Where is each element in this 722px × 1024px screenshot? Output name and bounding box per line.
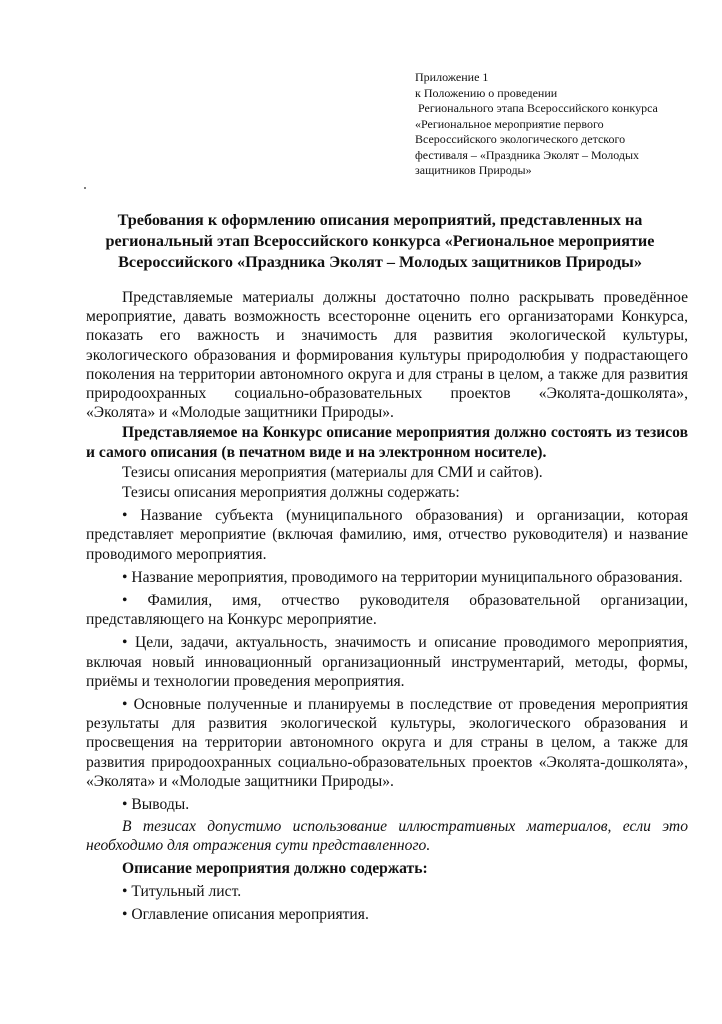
theses-item: • Название мероприятия, проводимого на территории муниципального образования. [122, 568, 683, 586]
illustration-note: В тезисах допустимо использование иллюстративных материалов, если это необходимо для отражения сути представленного. [86, 818, 688, 855]
annex-line: Всероссийского экологического детского [415, 132, 626, 146]
theses-item: • Название субъекта (муниципального образования) и организации, которая представляет мероприятие (включая фамилию, имя, отчество руководителя) и название проводимого мероприятия. [86, 507, 688, 563]
annex-line: «Региональное мероприятие первого [415, 116, 604, 131]
annex-line: защитников Природы» [415, 163, 532, 177]
theses-requirements-heading: Тезисы описания мероприятия должны содержать: [122, 484, 460, 502]
theses-item: • Фамилия, имя, отчество руководителя образовательной организации, представляющего на Конкурс мероприятие. [86, 592, 688, 629]
annex-line: Приложение 1 [415, 70, 489, 84]
composition-paragraph: Представляемое на Конкурс описание мероприятия должно состоять из тезисов и самого описания (в печатном виде и на электронном носителе). [86, 424, 688, 461]
scan-speck [84, 187, 86, 189]
description-item: • Оглавление описания мероприятия. [122, 906, 369, 924]
description-item: • Титульный лист. [122, 882, 242, 900]
document-title [60, 210, 700, 273]
document-body [86, 288, 688, 924]
theses-item: • Основные полученные и планируемы в последствие от проведения мероприятия результаты для развития экологической культуры, экологического образования и просвещения на территории автономного округа и для страны в целом, а также для развития природоохранных социально-образовательных проектов «Эколята-дошколята», «Эколята» и «Молодые защитники Природы». [86, 696, 688, 790]
theses-item: • Выводы. [122, 796, 190, 814]
theses-title: Тезисы описания мероприятия (материалы для СМИ и сайтов). [122, 463, 543, 481]
title-line: региональный этап Всероссийского конкурса «Региональное мероприятие [105, 232, 655, 250]
theses-item: • Цели, задачи, актуальность, значимость и описание проводимого мероприятия, включая новый инновационный организационный инструментарий, методы, формы, приёмы и технологии проведения мероприятия. [86, 634, 688, 690]
annex-line: Регионального этапа Всероссийского конкурса [415, 101, 658, 115]
annex-line: к Положению о проведении [415, 85, 558, 100]
annex-header [415, 70, 705, 179]
title-line: Всероссийского «Праздника Эколят – Молодых защитников Природы» [118, 253, 642, 271]
title-line: Требования к оформлению описания мероприятий, представленных на [117, 211, 643, 229]
description-requirements-heading: Описание мероприятия должно содержать: [122, 859, 428, 877]
intro-paragraph: Представляемые материалы должны достаточно полно раскрывать проведённое мероприятие, давать возможность всесторонне оценить его организаторами Конкурса, показать его важность и значимость для развития экологической культуры, экологического образования и формирования культуры природолюбия у подрастающего поколения на территории автономного округа и для страны в целом, а также для развития природоохранных социально-образовательных проектов «Эколята-дошколята», «Эколята» и «Молодые защитники Природы». [86, 289, 688, 422]
annex-line: фестиваля – «Праздника Эколят – Молодых [415, 147, 640, 162]
